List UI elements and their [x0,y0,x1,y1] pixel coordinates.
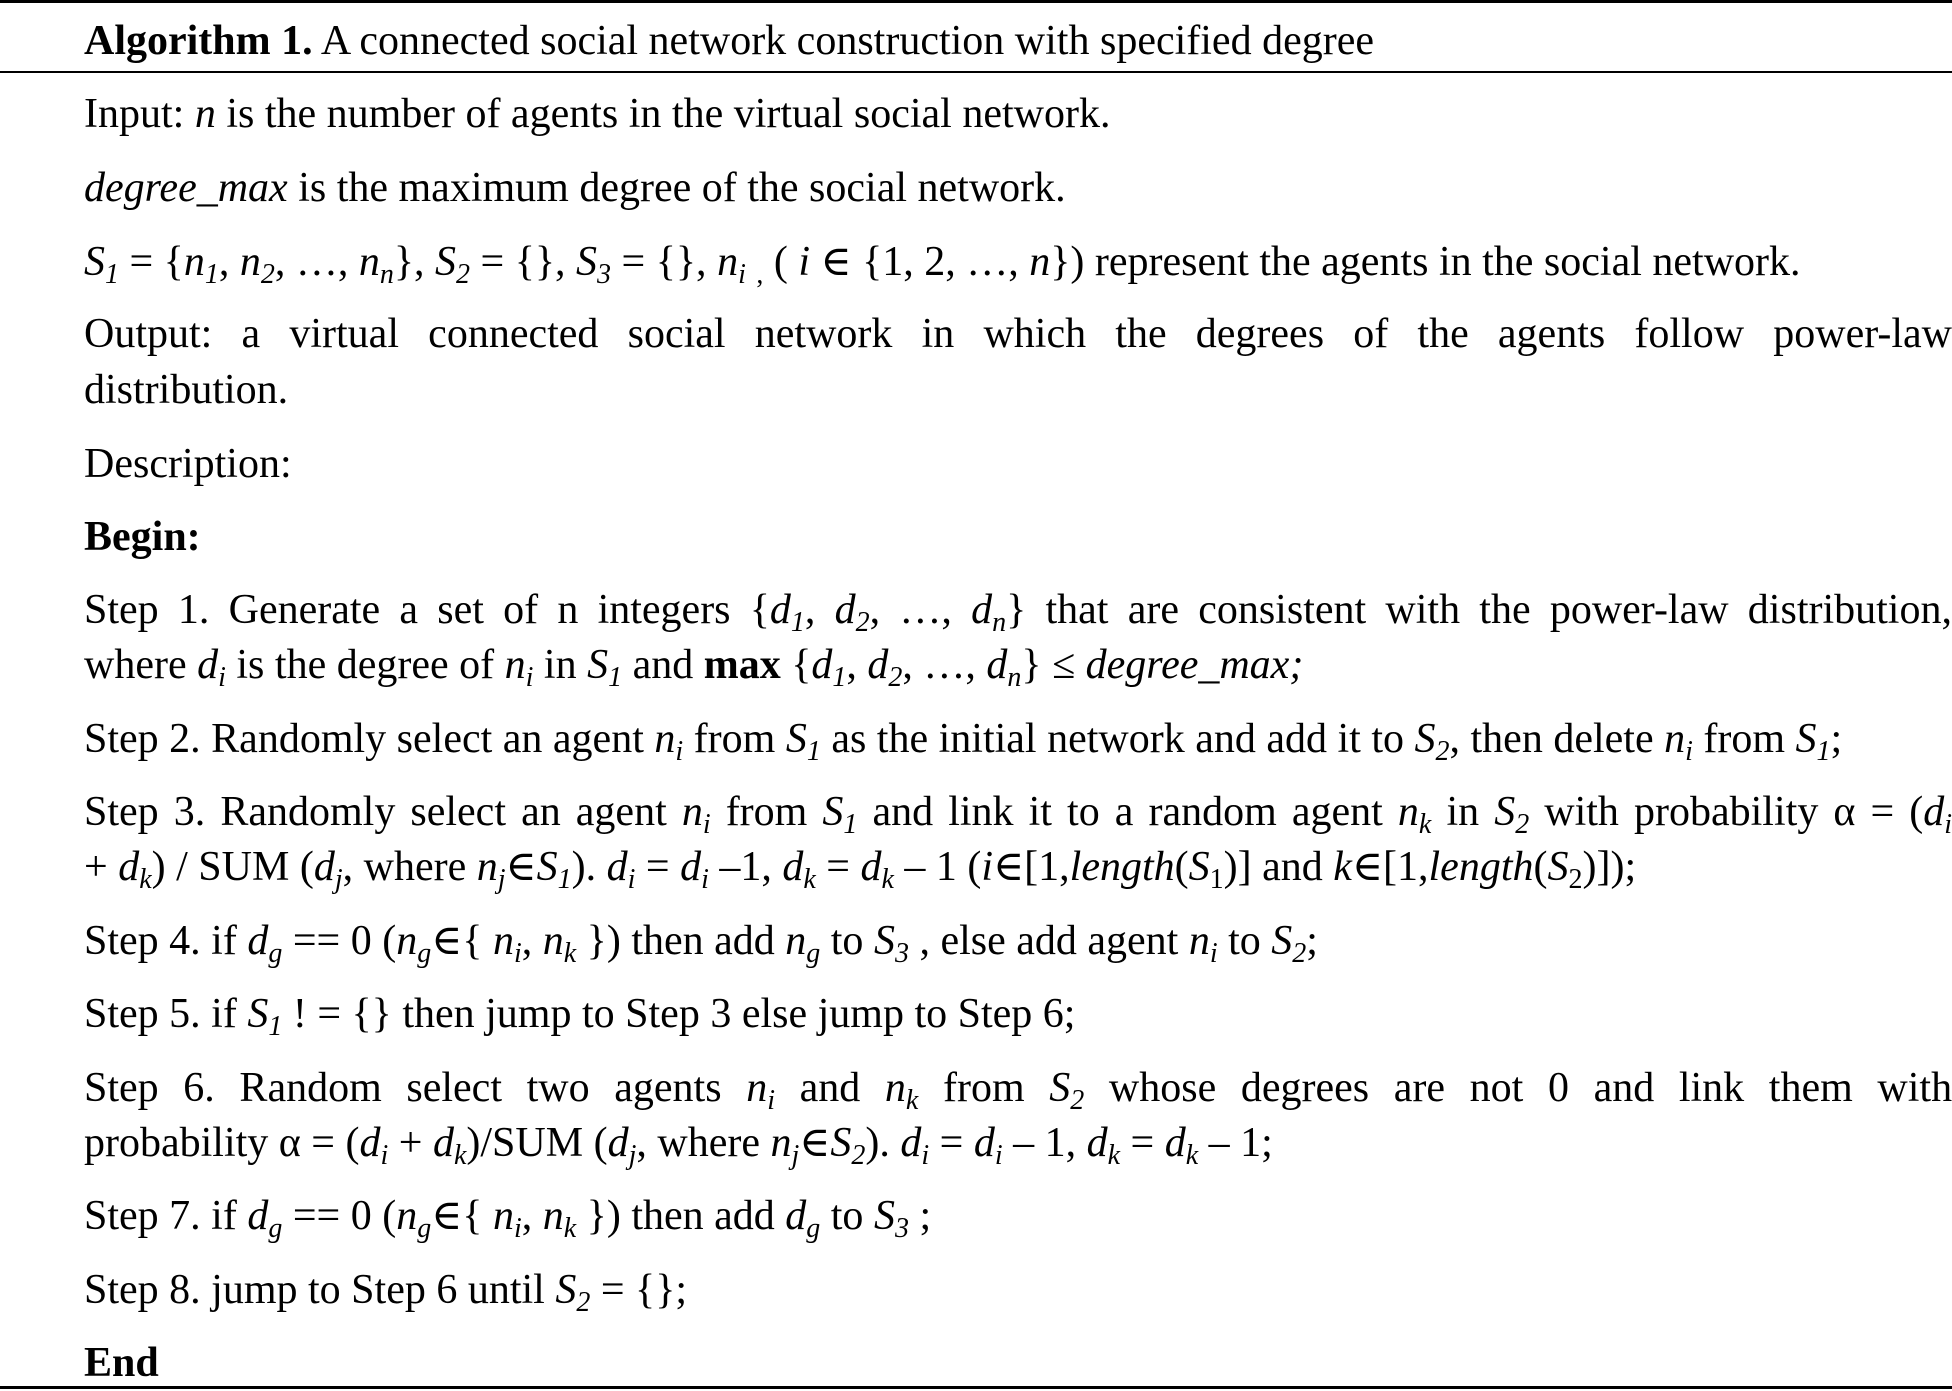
output-line-1: Output: a virtual connected social network in which the degrees of the agents follow power-law [84,311,1952,357]
input-line: Input: n is the number of agents in the virtual social network. [84,91,1111,137]
output-line-2: distribution. [84,367,289,413]
step-1-line-2: where $d_i$ is the degree of $n_i$ in $S_1$ and $\max \{d_1$, $d_2$, …, $d_n$} ≤ degree_max; [84,642,1304,693]
step-7: Step 7. if $d_g == 0$ ($n_g\in${ $n_i$, $n_k$ }) then add $d_g$ to $S_3$ ; [84,1193,932,1244]
step-8: Step 8. jump to Step 6 until $S_2$ = {}; [84,1267,688,1318]
begin-label: Begin: [84,514,201,560]
step-2: Step 2. Randomly select an agent $n_i$ from $S_1$ as the initial network and add it to $S_2$, then delete $n_i$ from $S_1$; [84,716,1843,767]
top-rule [0,0,1952,3]
step-3-line-2: + $d_k$) / SUM ($d_j$, where $n_j\in S_1$). $d_i = d_i$ –1, $d_k = d_k - 1$ ($i\in[1,length(S_1)]$ and $k\in[1,length(S_2)]$); [84,844,1637,895]
step-3-line-1: Step 3. Randomly select an agent $n_i$ from $S_1$ and link it to a random agent $n_k$ in $S_2$ with probability $\alpha = (d_i$ [84,789,1952,840]
degree-max-line: degree_max is the maximum degree of the social network. [84,165,1066,211]
step-6-line-2: probability $\alpha = (d_i + d_k)/SUM$ ($d_j$, where $n_j\in S_2$). $d_i = d_i - 1$, $d_k = d_k - 1$; [84,1120,1273,1171]
step-1-line-1: Step 1. Generate a set of n integers {$d_1$, $d_2$, …, $d_n$} that are consistent with the power-law distribution, [84,587,1952,638]
algorithm-title: A connected social network construction with specified degree [320,18,1374,64]
description-label: Description: [84,441,292,487]
header-rule [0,71,1952,73]
algorithm-label: Algorithm 1. [84,18,313,64]
sets-line: $S_1 = \{n_1$, $n_2$, …, $n_n$}, $S_2$ = {}, $S_3$ = {}, $n_i$ $_,$ ( i ∈ {1, 2, …, n}) represent the agents in the social network. [84,239,1801,290]
step-5: Step 5. if $S_1$ ! = {} then jump to Step 3 else jump to Step 6; [84,991,1076,1042]
algorithm-header [84,13,1374,69]
step-4: Step 4. if $d_g == 0$ ($n_g\in${ $n_i$, $n_k$ }) then add $n_g$ to $S_3$ , else add agent $n_i$ to $S_2$; [84,918,1318,969]
step-6-line-1: Step 6. Random select two agents $n_i$ and $n_k$ from $S_2$ whose degrees are not 0 and link them with [84,1065,1952,1116]
bottom-rule [0,1386,1952,1389]
end-label: End [84,1340,159,1386]
